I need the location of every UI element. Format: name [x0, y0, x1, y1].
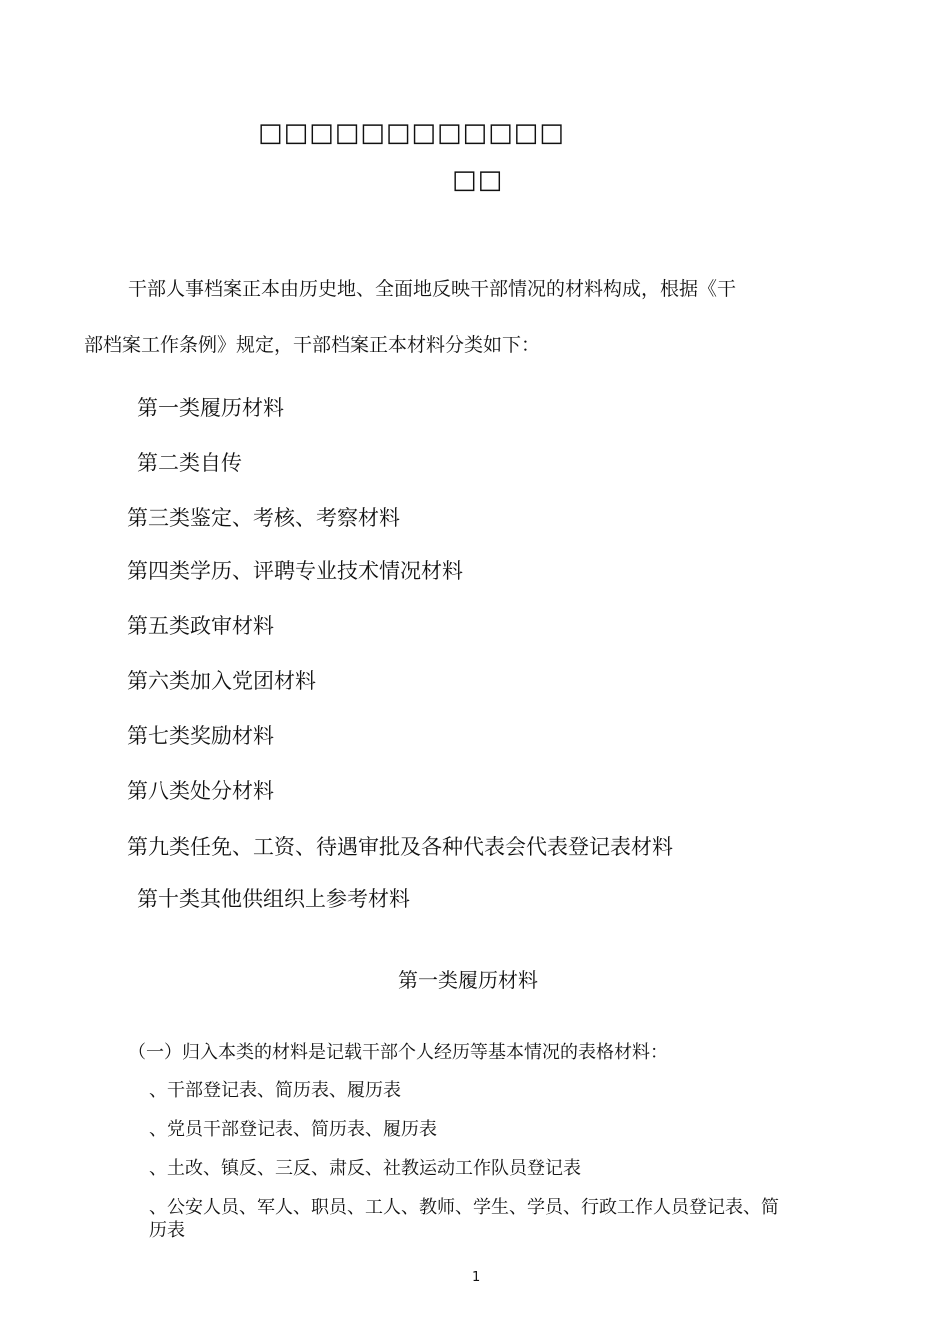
- category-item: 第五类政审材料: [127, 614, 274, 638]
- category-item: 第一类履历材料: [137, 396, 284, 420]
- category-item: 第六类加入党团材料: [127, 669, 316, 693]
- section-list-item: 、党员干部登记表、简历表、履历表: [149, 1119, 437, 1140]
- category-item: 第三类鉴定、考核、考察材料: [127, 506, 400, 530]
- category-item: 第九类任免、工资、待遇审批及各种代表会代表登记表材料: [127, 835, 673, 859]
- section-list-item: 、干部登记表、简历表、履历表: [149, 1080, 401, 1101]
- intro-paragraph-line-2: 部档案工作条例》规定，干部档案正本材料分类如下：: [84, 334, 541, 356]
- document-title-continued: □□: [452, 165, 504, 195]
- document-title: □□□□□□□□□□□□: [258, 118, 565, 148]
- section-clause: （一）归入本类的材料是记载干部个人经历等基本情况的表格材料：: [128, 1042, 668, 1063]
- page-number: 1: [472, 1270, 481, 1285]
- category-item: 第二类自传: [137, 451, 242, 475]
- category-item: 第四类学历、评聘专业技术情况材料: [127, 559, 463, 583]
- section-heading: 第一类履历材料: [398, 968, 538, 992]
- category-item: 第十类其他供组织上参考材料: [137, 887, 410, 911]
- intro-paragraph-line-1: 干部人事档案正本由历史地、全面地反映干部情况的材料构成，根据《干: [128, 278, 737, 300]
- section-list-item: 、公安人员、军人、职员、工人、教师、学生、学员、行政工作人员登记表、简: [149, 1197, 779, 1218]
- category-item: 第八类处分材料: [127, 779, 274, 803]
- section-list-item: 、土改、镇反、三反、肃反、社教运动工作队员登记表: [149, 1158, 581, 1179]
- category-item: 第七类奖励材料: [127, 724, 274, 748]
- section-list-item-continued: 历表: [149, 1220, 185, 1241]
